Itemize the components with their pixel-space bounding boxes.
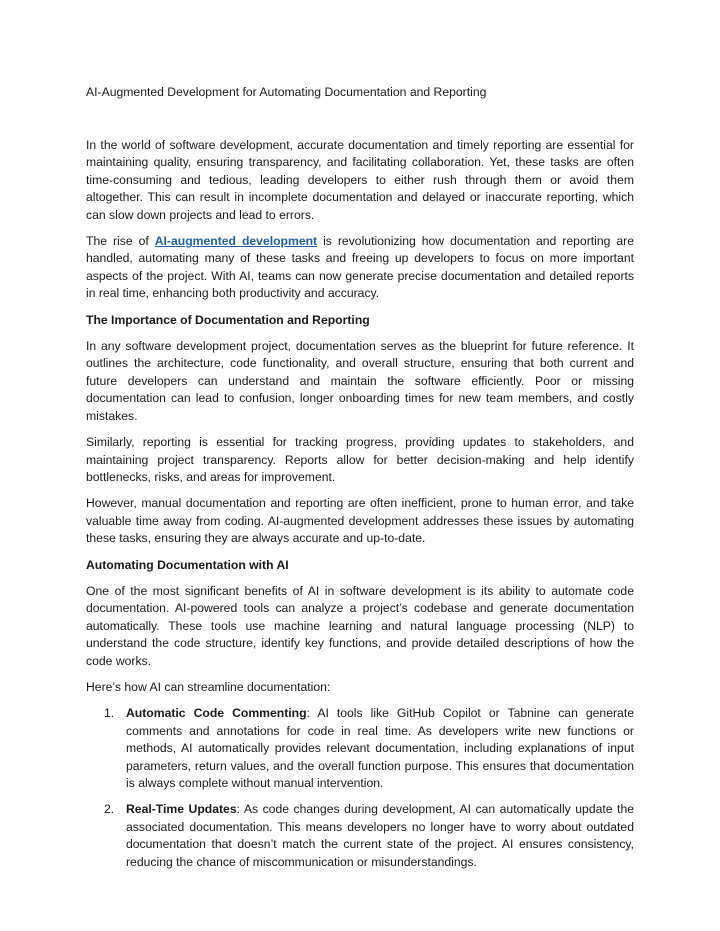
section-heading-automating: Automating Documentation with AI <box>86 557 289 572</box>
document-title: AI-Augmented Development for Automating Documentation and Reporting <box>86 85 487 99</box>
list-item-text: : As code changes during development, AI can automatically update the associated documentation. This means developers no longer have to worry about outdated documentation that doesn’t match the current state of the project. AI ensures consistency, reducing the chance of miscommunication or misunderstandings. <box>126 802 634 869</box>
importance-paragraph-3: However, manual documentation and reporting are often inefficient, prone to human error, and take valuable time away from coding. AI-augmented development addresses these issues by automating these tasks, ensuring they are always accurate and up-to-date. <box>86 496 634 546</box>
list-item <box>104 801 634 871</box>
list-item-number: 1. <box>104 706 115 721</box>
list-item-text: : AI tools like GitHub Copilot or Tabnine can generate comments and annotations for code in real time. As developers write new functions or methods, AI automatically provides relevant documentation, including explanations of input parameters, return values, and the overall function purpose. This ensures that documentation is always complete without manual intervention. <box>126 706 634 790</box>
list-item <box>104 705 634 792</box>
ai-augmented-development-link[interactable]: AI-augmented development <box>154 234 318 249</box>
rise-paragraph <box>86 233 634 303</box>
intro-paragraph: In the world of software development, accurate documentation and timely reporting are essential for maintaining quality, ensuring transparency, and facilitating collaboration. Yet, these tasks are often time-consuming and tedious, leading developers to either rush through them or avoid them altogether. This can result in incomplete documentation and delayed or inaccurate reporting, which can slow down projects and lead to errors. <box>86 138 634 222</box>
section-heading-importance: The Importance of Documentation and Reporting <box>86 312 370 327</box>
importance-paragraph-2: Similarly, reporting is essential for tracking progress, providing updates to stakeholders, and maintaining project transparency. Reports allow for better decision-making and help identify bottlenecks, risks, and areas for improvement. <box>86 435 634 484</box>
rise-text-before-link: The rise of <box>86 234 155 249</box>
list-item-term: Real-Time Updates <box>126 802 237 817</box>
list-item-term: Automatic Code Commenting <box>126 706 307 721</box>
list-intro: Here’s how AI can streamline documentation: <box>86 679 331 694</box>
automating-paragraph: One of the most significant benefits of AI in software development is its ability to automate code documentation. AI-powered tools can analyze a project’s codebase and generate documentation automatically. These tools use machine learning and natural language processing (NLP) to understand the code structure, identify key functions, and provide detailed descriptions of how the code works. <box>86 583 634 668</box>
documentation-benefits-list <box>86 705 634 871</box>
rise-text-after-link: is revolutionizing how documentation and reporting are handled, automating many of these tasks and freeing up developers to focus on more important aspects of the project. With AI, teams can now generate precise documentation and detailed reports in real time, enhancing both productivity and accuracy. <box>86 234 634 301</box>
list-item-number: 2. <box>104 802 115 817</box>
importance-paragraph-1: In any software development project, documentation serves as the blueprint for future reference. It outlines the architecture, code functionality, and overall structure, ensuring that both current and future developers can understand and maintain the software efficiently. Poor or missing documentation can lead to confusion, longer onboarding times for new team members, and costly mistakes. <box>86 339 634 423</box>
